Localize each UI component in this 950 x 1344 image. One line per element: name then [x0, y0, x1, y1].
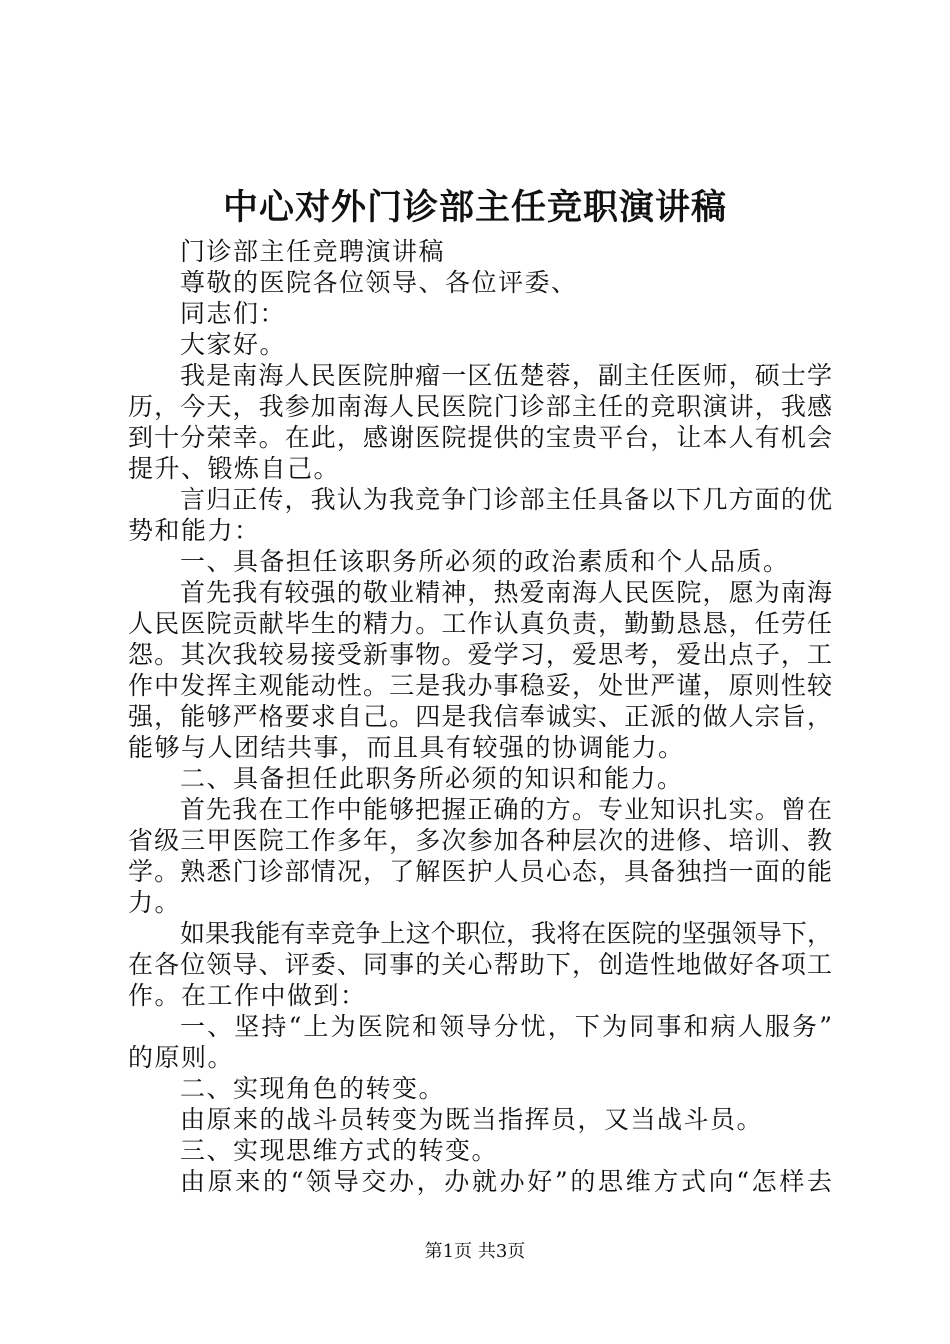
text-line: 历，今天，我参加南海人民医院门诊部主任的竞职演讲，我感 — [128, 392, 832, 421]
text-line: 三、实现思维方式的转变。 — [180, 1136, 499, 1165]
text-line: 到十分荣幸。在此，感谢医院提供的宝贵平台，让本人有机会 — [128, 423, 832, 452]
text-line: 由原来的战斗员转变为既当指挥员，又当战斗员。 — [180, 1105, 764, 1134]
text-line: 强，能够严格要求自己。四是我信奉诚实、正派的做人宗旨， — [128, 702, 832, 731]
text-line: 门诊部主任竞聘演讲稿 — [180, 237, 446, 266]
document-body — [128, 236, 832, 1197]
text-line: 大家好。 — [180, 330, 287, 359]
text-line: 作。在工作中做到： — [128, 981, 367, 1010]
text-line: 省级三甲医院工作多年，多次参加各种层次的进修、培训、教 — [128, 826, 832, 855]
text-line: 在各位领导、评委、同事的关心帮助下，创造性地做好各项工 — [128, 950, 832, 979]
text-line: 言归正传，我认为我竞争门诊部主任具备以下几方面的优 — [180, 485, 832, 514]
document-title: 中心对外门诊部主任竞职演讲稿 — [222, 188, 727, 228]
text-line: 如果我能有幸竞争上这个职位，我将在医院的坚强领导下， — [180, 919, 832, 948]
text-line: 作中发挥主观能动性。三是我办事稳妥，处世严谨，原则性较 — [128, 671, 832, 700]
text-line: 力。 — [128, 888, 182, 917]
text-line: 一、坚持“上为医院和领导分忧，下为同事和病人服务” — [180, 1012, 832, 1041]
text-line: 能够与人团结共事，而且具有较强的协调能力。 — [128, 733, 685, 762]
text-line: 尊敬的医院各位领导、各位评委、 — [180, 268, 578, 297]
text-line: 提升、锻炼自己。 — [128, 454, 341, 483]
text-line: 由原来的“领导交办，办就办好”的思维方式向“怎样去 — [180, 1167, 832, 1196]
page-footer: 第1页 共3页 — [424, 1241, 526, 1262]
text-line: 首先我有较强的敬业精神，热爱南海人民医院，愿为南海 — [180, 578, 832, 607]
text-line: 的原则。 — [128, 1043, 235, 1072]
text-line: 二、具备担任此职务所必须的知识和能力。 — [180, 764, 684, 793]
text-line: 首先我在工作中能够把握正确的方。专业知识扎实。曾在 — [180, 795, 832, 824]
text-line: 一、具备担任该职务所必须的政治素质和个人品质。 — [180, 547, 790, 576]
text-line: 同志们： — [180, 299, 287, 328]
text-line: 怨。其次我较易接受新事物。爱学习，爱思考，爱出点子，工 — [128, 640, 832, 669]
text-line: 人民医院贡献毕生的精力。工作认真负责，勤勤恳恳，任劳任 — [128, 609, 832, 638]
text-line: 二、实现角色的转变。 — [180, 1074, 446, 1103]
text-line: 我是南海人民医院肿瘤一区伍楚蓉，副主任医师，硕士学 — [180, 361, 832, 390]
text-line: 势和能力： — [128, 516, 261, 545]
text-line: 学。熟悉门诊部情况，了解医护人员心态，具备独挡一面的能 — [128, 857, 832, 886]
